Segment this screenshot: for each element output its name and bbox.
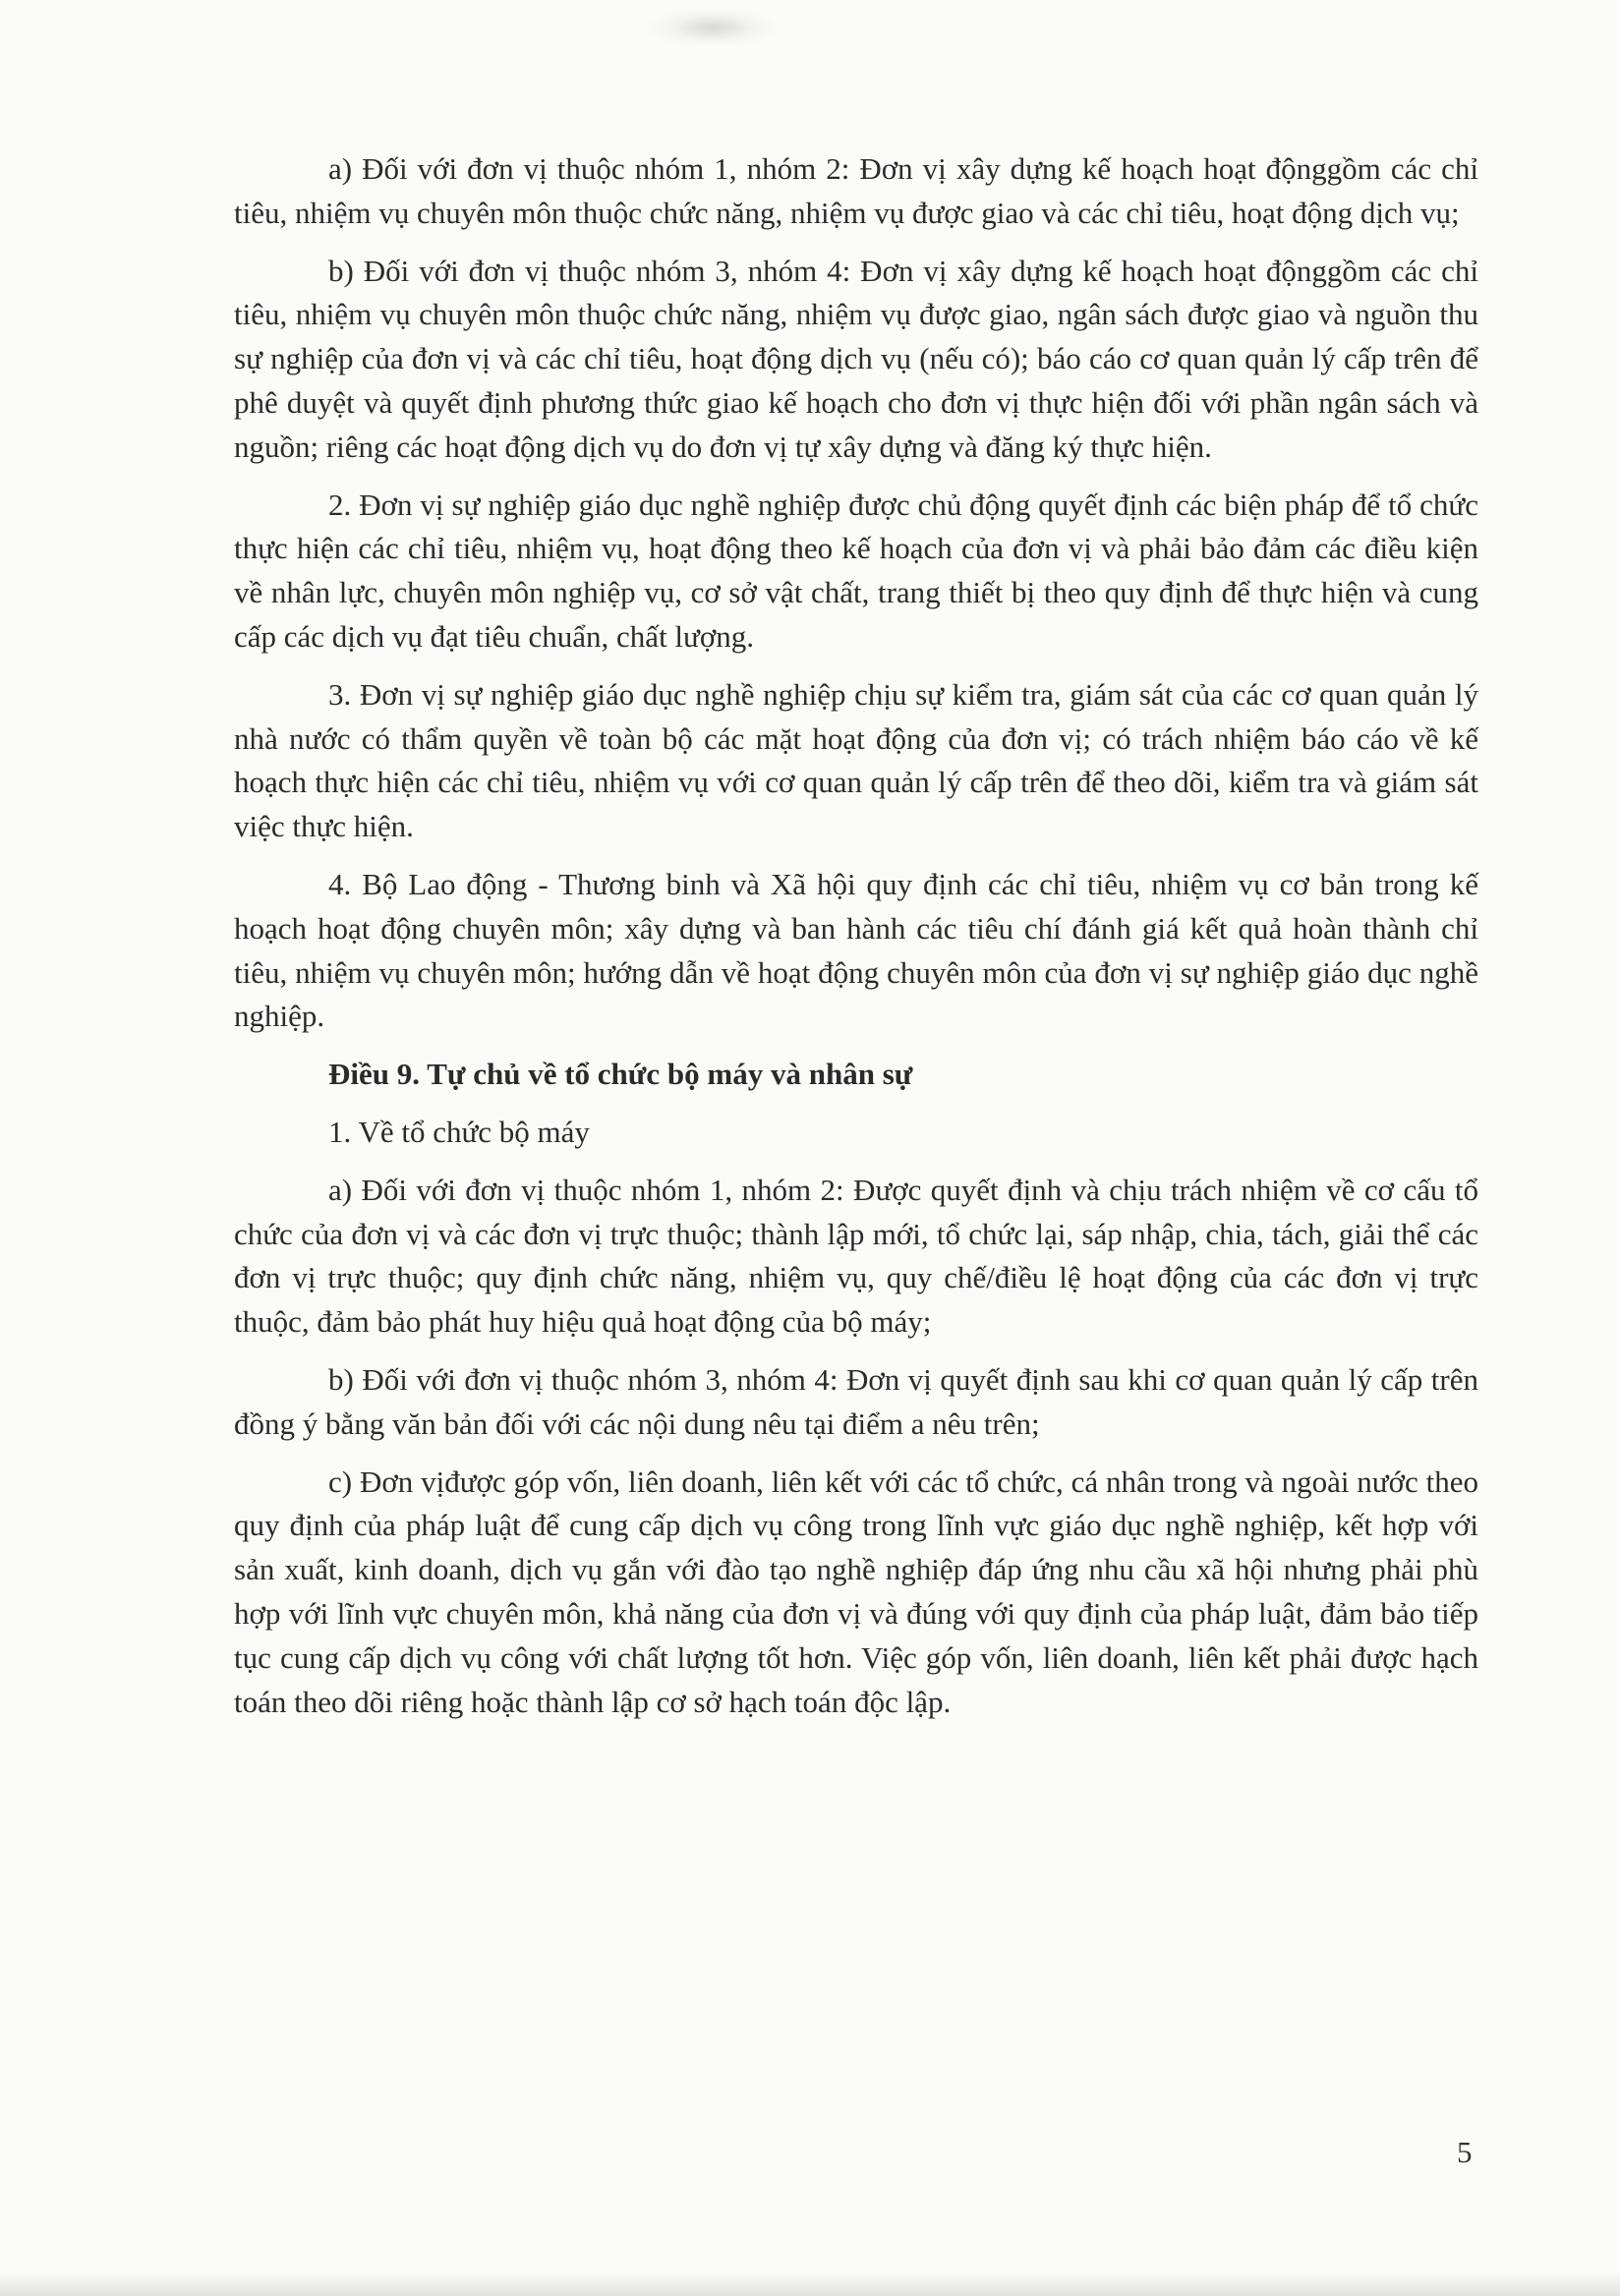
document-body <box>234 147 1478 1738</box>
paragraph-capital-contribution: c) Đơn vịđược góp vốn, liên doanh, liên kết với các tổ chức, cá nhân trong và ngoài nước theo quy định của pháp luật để cung cấp dịch vụ công trong lĩnh vực giáo dục nghề nghiệp, kết hợp với sản xuất, kinh doanh, dịch vụ gắn với đào tạo nghề nghiệp đáp ứng nhu cầu xã hội nhưng phải phù hợp với lĩnh vực chuyên môn, khả năng của đơn vị và đúng với quy định của pháp luật, đảm bảo tiếp tục cung cấp dịch vụ công với chất lượng tốt hơn. Việc góp vốn, liên doanh, liên kết phải được hạch toán theo dõi riêng hoặc thành lập cơ sở hạch toán độc lập. <box>234 1464 1478 1719</box>
paragraph-plan-group-1-2: a) Đối với đơn vị thuộc nhóm 1, nhóm 2: Đơn vị xây dựng kế hoạch hoạt độnggồm các chỉ tiêu, nhiệm vụ chuyên môn thuộc chức năng, nhiệm vụ được giao và các chỉ tiêu, hoạt động dịch vụ; <box>234 151 1478 230</box>
paragraph-item-2: 2. Đơn vị sự nghiệp giáo dục nghề nghiệp được chủ động quyết định các biện pháp để tổ chức thực hiện các chỉ tiêu, nhiệm vụ, hoạt động theo kế hoạch của đơn vị và phải bảo đảm các điều kiện về nhân lực, chuyên môn nghiệp vụ, cơ sở vật chất, trang thiết bị theo quy định để thực hiện và cung cấp các dịch vụ đạt tiêu chuẩn, chất lượng. <box>234 487 1478 654</box>
paragraph-plan-group-3-4: b) Đối với đơn vị thuộc nhóm 3, nhóm 4: Đơn vị xây dựng kế hoạch hoạt độnggồm các chỉ tiêu, nhiệm vụ chuyên môn thuộc chức năng, nhiệm vụ được giao, ngân sách được giao và nguồn thu sự nghiệp của đơn vị và các chỉ tiêu, hoạt động dịch vụ (nếu có); báo cáo cơ quan quản lý cấp trên để phê duyệt và quyết định phương thức giao kế hoạch cho đơn vị thực hiện đối với phần ngân sách và nguồn; riêng các hoạt động dịch vụ do đơn vị tự xây dựng và đăng ký thực hiện. <box>234 253 1478 464</box>
paragraph-section-1: 1. Về tổ chức bộ máy <box>328 1114 590 1149</box>
page-number: 5 <box>1457 2135 1473 2169</box>
article-9-heading: Điều 9. Tự chủ về tổ chức bộ máy và nhân sự <box>328 1057 913 1092</box>
paragraph-org-group-1-2: a) Đối với đơn vị thuộc nhóm 1, nhóm 2: Được quyết định và chịu trách nhiệm về cơ cấu tổ chức của đơn vị và các đơn vị trực thuộc; thành lập mới, tổ chức lại, sáp nhập, chia, tách, giải thể các đơn vị trực thuộc; quy định chức năng, nhiệm vụ, quy chế/điều lệ hoạt động của các đơn vị trực thuộc, đảm bảo phát huy hiệu quả hoạt động của bộ máy; <box>234 1172 1478 1340</box>
paragraph-org-group-3-4: b) Đối với đơn vị thuộc nhóm 3, nhóm 4: Đơn vị quyết định sau khi cơ quan quản lý cấp trên đồng ý bằng văn bản đối với các nội dung nêu tại điểm a nêu trên; <box>234 1361 1478 1441</box>
paragraph-item-4: 4. Bộ Lao động - Thương binh và Xã hội quy định các chỉ tiêu, nhiệm vụ cơ bản trong kế hoạch hoạt động chuyên môn; xây dựng và ban hành các tiêu chí đánh giá kết quả hoàn thành chỉ tiêu, nhiệm vụ chuyên môn; hướng dẫn về hoạt động chuyên môn của đơn vị sự nghiệp giáo dục nghề nghiệp. <box>234 866 1478 1034</box>
scan-bottom-edge <box>0 2272 1620 2296</box>
paragraph-item-3: 3. Đơn vị sự nghiệp giáo dục nghề nghiệp chịu sự kiểm tra, giám sát của các cơ quan quản lý nhà nước có thẩm quyền về toàn bộ các mặt hoạt động của đơn vị; có trách nhiệm báo cáo về kế hoạch thực hiện các chỉ tiêu, nhiệm vụ với cơ quan quản lý cấp trên để theo dõi, kiểm tra và giám sát việc thực hiện. <box>234 676 1478 844</box>
scan-smudge <box>649 8 777 47</box>
